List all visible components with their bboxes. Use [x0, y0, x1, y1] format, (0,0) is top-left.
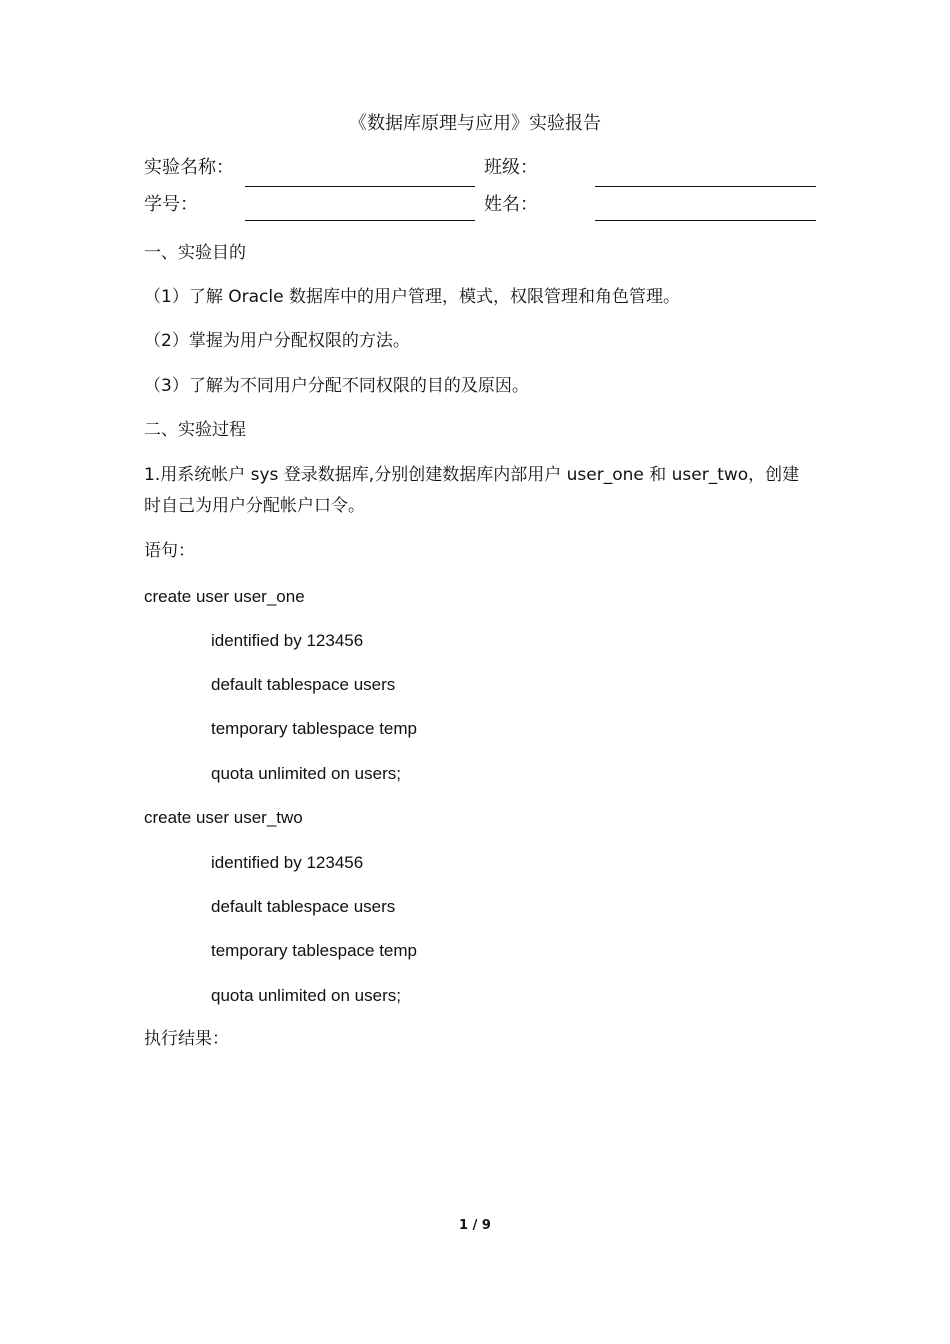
result-label: 执行结果： — [144, 1029, 229, 1049]
experiment-name-blank — [245, 186, 475, 187]
code-line: quota unlimited on users; — [211, 986, 401, 1005]
report-title: 《数据库原理与应用》实验报告 — [349, 113, 601, 134]
experiment-name-label: 实验名称： — [144, 157, 234, 178]
code-line: create user user_two — [144, 808, 303, 827]
name-label: 姓名： — [484, 194, 538, 215]
code-line: temporary tablespace temp — [211, 941, 417, 960]
objective-item: （3）了解为不同用户分配不同权限的目的及原因。 — [144, 376, 529, 396]
class-label: 班级： — [484, 157, 538, 178]
page-indicator: 1 / 9 — [459, 1218, 491, 1233]
step-1-text: 1.用系统帐户 sys 登录数据库,分别创建数据库内部用户 user_one 和 user_two，创建时自己为用户分配帐户口令。 — [144, 465, 800, 516]
objective-item: （1）了解 Oracle 数据库中的用户管理，模式，权限管理和角色管理。 — [144, 287, 680, 307]
class-blank — [595, 186, 816, 187]
code-line: identified by 123456 — [211, 631, 364, 650]
code-line: temporary tablespace temp — [211, 719, 417, 738]
section-heading-process: 二、实验过程 — [144, 420, 246, 440]
student-id-label: 学号： — [144, 194, 198, 215]
section-heading-objectives: 一、实验目的 — [144, 243, 246, 263]
statement-label: 语句： — [144, 541, 195, 561]
objective-item: （2）掌握为用户分配权限的方法。 — [144, 331, 410, 351]
code-line: default tablespace users — [211, 897, 396, 916]
name-blank — [595, 220, 816, 221]
code-line: default tablespace users — [211, 675, 396, 694]
code-line: identified by 123456 — [211, 853, 364, 872]
code-line: quota unlimited on users; — [211, 764, 401, 783]
student-id-blank — [245, 220, 475, 221]
code-line: create user user_one — [144, 587, 305, 606]
